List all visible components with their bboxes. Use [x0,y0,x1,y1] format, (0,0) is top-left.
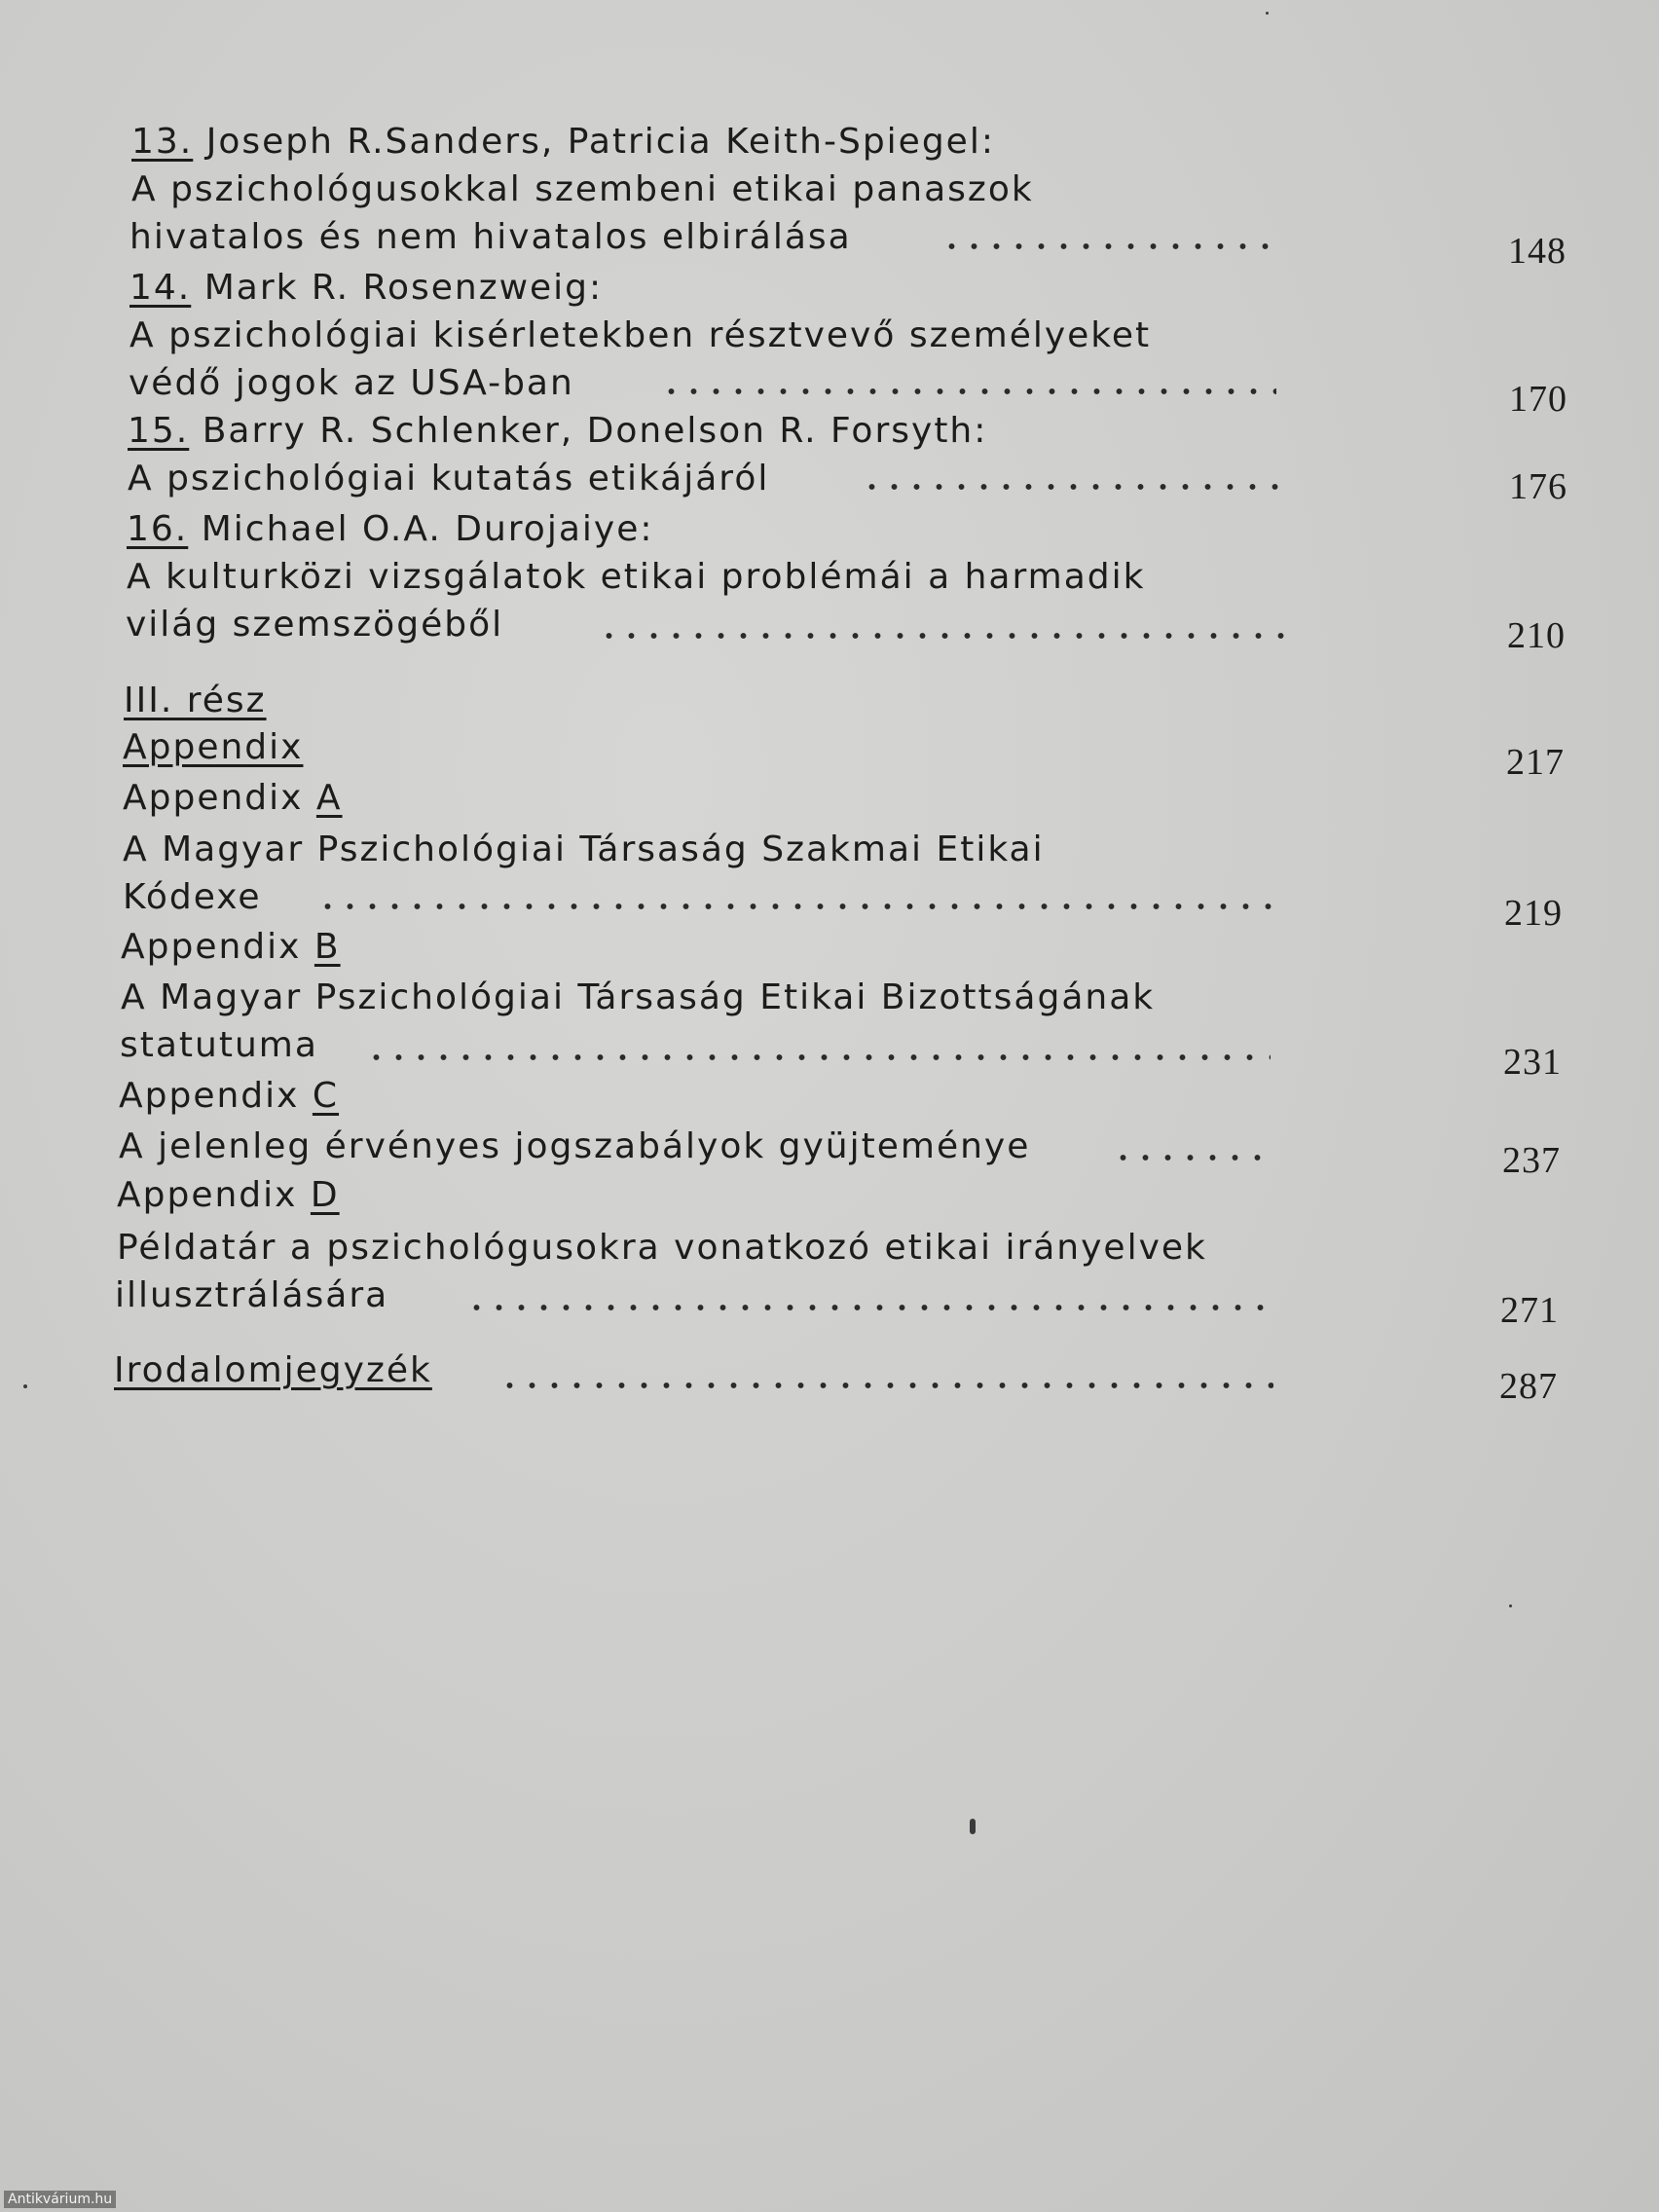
toc-page-number: 148 [1508,231,1567,272]
toc-entry-title: A jelenleg érvényes jogszabályok gyüjteménye [119,1126,1031,1166]
toc-entry-author: Barry R. Schlenker, Donelson R. Forsyth: [202,411,988,451]
toc-entry-title: A Magyar Pszichológiai Társaság Szakmai Etikai [123,830,1045,869]
watermark: Antikvárium.hu [4,2191,116,2208]
toc-entry-title: illusztrálására [115,1275,389,1315]
toc-page-number: 219 [1504,893,1563,934]
toc-entry-title: világ szemszögéből [126,605,504,645]
toc-entry-title: A pszichológusokkal szembeni etikai panaszok [131,169,1034,209]
toc-page-number: 217 [1506,742,1565,783]
toc-entry-number: 15. [128,411,190,451]
toc-entry-14-author-line [129,269,603,308]
paper-speck [23,1384,27,1388]
toc-entry-13-author-line [131,123,995,162]
toc-page-number: 237 [1502,1140,1561,1181]
toc-entry-author: Mark R. Rosenzweig: [203,268,604,308]
toc-entry-title: A Magyar Pszichológiai Társaság Etikai Bizottságának [121,977,1156,1017]
toc-page-number: 231 [1503,1042,1562,1083]
toc-leader-dots [1112,1155,1271,1161]
toc-leader-dots [316,903,1275,909]
toc-entry-author: Joseph R.Sanders, Patricia Keith-Spiegel: [205,122,995,162]
paper-speck [1266,12,1269,15]
toc-entry-title: A kulturközi vizsgálatok etikai problémái a harmadik [127,557,1146,597]
toc-leader-dots [365,1054,1271,1060]
toc-leader-dots [465,1305,1270,1310]
toc-entry-title: Példatár a pszichológusokra vonatkozó etikai irányelvek [117,1228,1207,1268]
appendix-d-label: Appendix D [117,1175,340,1215]
toc-entry-number: 14. [129,268,192,308]
toc-leader-dots [940,243,1276,249]
appendix-letter: C [312,1076,340,1116]
toc-entry-number: 13. [131,122,194,162]
appendix-letter: B [313,927,341,967]
toc-page-number: 271 [1500,1290,1559,1331]
appendix-heading: Appendix [123,727,304,767]
appendix-a-label: Appendix A [123,778,343,818]
toc-entry-title: A pszichológiai kisérletekben résztvevő személyeket [129,315,1152,355]
appendix-letter: A [315,778,343,818]
appendix-letter: D [310,1175,340,1215]
toc-page-number: 210 [1507,615,1566,656]
appendix-b-label: Appendix B [121,927,341,967]
toc-page-number: 287 [1499,1366,1558,1407]
toc-leader-dots [660,388,1276,394]
toc-entry-title: statutuma [120,1025,318,1065]
toc-entry-16-author-line [127,510,653,549]
toc-entry-title: védő jogok az USA-ban [129,363,574,403]
toc-entry-number: 16. [127,509,189,549]
toc-leader-dots [861,484,1289,490]
toc-entry-15-author-line [128,412,987,451]
part-heading: III. rész [124,681,267,720]
toc-entry-title: A pszichológiai kutatás etikájáról [128,459,770,498]
paper-speck [970,1819,976,1834]
toc-page-number: 176 [1509,466,1567,507]
toc-leader-dots [498,1382,1273,1388]
toc-leader-dots [598,633,1289,639]
toc-page-number: 170 [1509,379,1567,420]
paper-speck [1509,1604,1512,1607]
appendix-c-label: Appendix C [119,1076,340,1116]
bibliography-heading: Irodalomjegyzék [114,1350,432,1390]
toc-entry-title: Kódexe [123,877,262,917]
toc-entry-title: hivatalos és nem hivatalos elbirálása [129,217,852,257]
toc-entry-author: Michael O.A. Durojaiye: [201,509,654,549]
